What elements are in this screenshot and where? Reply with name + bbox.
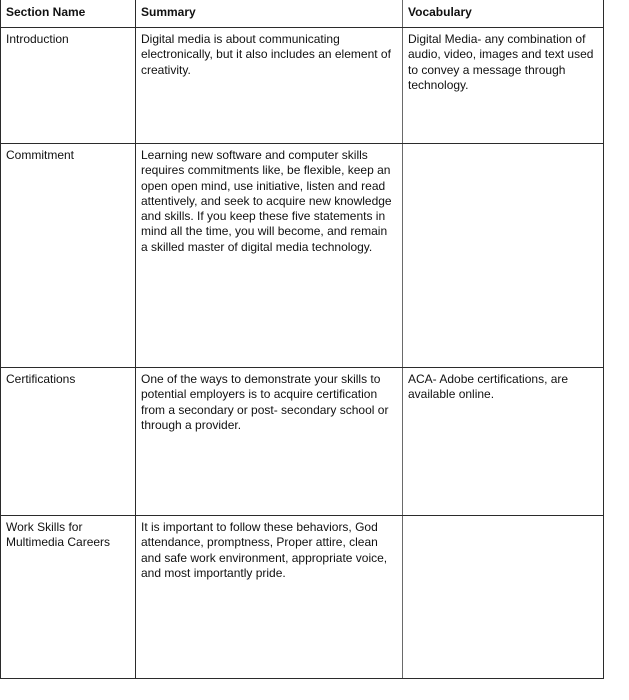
- vocabulary-cell: Digital Media- any combination of audio, video, images and text used to convey a message through technology.: [403, 28, 604, 144]
- table-row: [1, 144, 604, 368]
- summary-cell: One of the ways to demonstrate your skills to potential employers is to acquire certification from a secondary or post- secondary school or through a provider.: [136, 368, 403, 516]
- vocabulary-cell: [403, 516, 604, 679]
- header-vocabulary: Vocabulary: [403, 0, 604, 28]
- header-section-name: Section Name: [1, 0, 136, 28]
- section-name-cell: Commitment: [1, 144, 136, 368]
- table-row: [1, 368, 604, 516]
- header-summary: Summary: [136, 0, 403, 28]
- table-row: [1, 28, 604, 144]
- section-name-cell: Work Skills for Multimedia Careers: [1, 516, 136, 679]
- summary-cell: Learning new software and computer skills requires commitments like, be flexible, keep an open open mind, use initiative, listen and read attentively, and seek to acquire new knowledge and skills. If you keep these five statements in mind all the time, you will become, and remain a skilled master of digital media technology.: [136, 144, 403, 368]
- table-row: [1, 516, 604, 679]
- vocabulary-cell: ACA- Adobe certifications, are available online.: [403, 368, 604, 516]
- section-name-cell: Introduction: [1, 28, 136, 144]
- section-name-cell: Certifications: [1, 368, 136, 516]
- summary-cell: Digital media is about communicating electronically, but it also includes an element of creativity.: [136, 28, 403, 144]
- table-header-row: [1, 0, 604, 28]
- vocabulary-cell: [403, 144, 604, 368]
- summary-cell: It is important to follow these behaviors, God attendance, promptness, Proper attire, clean and safe work environment, appropriate voice, and most importantly pride.: [136, 516, 403, 679]
